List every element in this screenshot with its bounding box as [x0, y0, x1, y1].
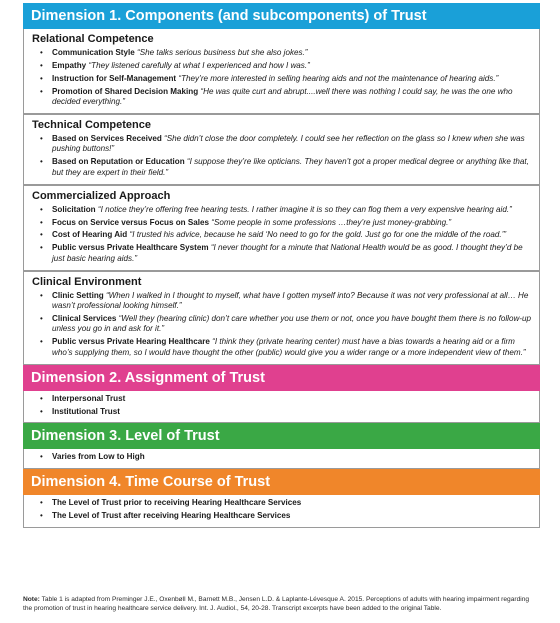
item-term: Solicitation [52, 204, 96, 214]
category-title: Commercialized Approach [32, 189, 171, 202]
item-quote: “Well they (hearing clinic) don’t care whether you use them or not, once you have bought them there is no follow-up unless you go in and ask for it.” [52, 314, 531, 334]
category-clinical-environment [23, 271, 540, 365]
item-quote: “She didn’t close the door completely. I could see her reflection on the glass so I knew when she was pushing buttons!” [52, 134, 525, 154]
dimension-2 [23, 365, 540, 424]
item-term: The Level of Trust prior to receiving Hearing Healthcare Services [52, 498, 302, 508]
table-note [23, 596, 540, 613]
list-item [32, 498, 531, 508]
list-item [32, 48, 531, 58]
item-quote: “I never thought for a minute that National Health would be as good. I thought they’d be just basic hearing aids.” [52, 243, 523, 263]
list-item [32, 134, 531, 155]
list-item [32, 243, 531, 264]
category-title: Relational Competence [32, 33, 154, 45]
dimension-2-items [23, 391, 540, 424]
category-title: Technical Competence [32, 119, 151, 132]
item-term: Focus on Service versus Focus on Sales [52, 217, 209, 227]
item-term: Instruction for Self-Management [52, 73, 177, 83]
category-title: Clinical Environment [32, 275, 142, 288]
item-quote: “I think they (private hearing center) must have a bias towards a hearing aid or a firm who’s supplying them, so I would have thought the other (public) would give you a wider range or a more independent view of them.” [52, 337, 526, 357]
dimension-3-header: Dimension 3. Level of Trust [23, 423, 540, 449]
dimension-4-items [23, 495, 540, 528]
dimension-4 [23, 469, 540, 528]
list-item [32, 230, 531, 240]
list-item [32, 291, 531, 312]
list-item [32, 74, 531, 84]
category-technical-competence [23, 114, 540, 185]
list-item [32, 314, 531, 335]
list-item [32, 407, 531, 417]
item-term: Public versus Private Healthcare System [52, 243, 209, 253]
item-list [32, 205, 531, 265]
item-quote: “He was quite curt and abrupt....well there was nothing I could say, he was the one who decided everything.” [52, 86, 513, 107]
item-term: Interpersonal Trust [52, 393, 126, 403]
item-quote: “I suppose they’re like opticians. They haven’t got a proper medical degree or anything like that, but they are expert in their field.” [52, 157, 529, 177]
list-item [32, 87, 531, 108]
trust-dimensions-table [23, 3, 540, 528]
dimension-2-header: Dimension 2. Assignment of Trust [23, 365, 540, 391]
item-quote: “She talks serious business but she also jokes.” [137, 48, 308, 57]
item-term: Varies from Low to High [52, 452, 145, 462]
item-quote: “I notice they’re offering free hearing tests. I rather imagine it is so they can flog them a very expensive hearing aid.” [97, 204, 512, 214]
dimension-3-items [23, 449, 540, 469]
note-label: Note: [23, 596, 40, 603]
item-term: Clinical Services [52, 314, 117, 323]
item-term: Public versus Private Hearing Healthcare [52, 337, 210, 347]
item-term: Empathy [52, 60, 87, 70]
item-quote: “Some people in some professions …they’re just money-grabbing.” [211, 217, 452, 227]
list-item [32, 218, 531, 228]
list-item [32, 205, 531, 215]
item-term: Clinic Setting [52, 290, 104, 300]
item-term: Institutional Trust [52, 406, 120, 416]
item-term: Communication Style [52, 48, 135, 57]
item-list [32, 134, 531, 178]
category-relational-competence [23, 29, 540, 114]
dimension-1-header: Dimension 1. Components (and subcomponents) of Trust [23, 3, 540, 29]
category-commercialized-approach [23, 185, 540, 271]
item-list [32, 498, 531, 521]
item-quote: “When I walked in I thought to myself, what have I gotten myself into? Because it was not very professional at all… He wasn’t professional looking himself.” [52, 290, 529, 311]
item-term: Based on Services Received [52, 134, 162, 144]
list-item [32, 511, 531, 521]
dimension-4-header: Dimension 4. Time Course of Trust [23, 469, 540, 495]
list-item [32, 452, 531, 462]
item-term: Based on Reputation or Education [52, 157, 185, 167]
item-list [32, 452, 531, 462]
item-term: Cost of Hearing Aid [52, 230, 128, 240]
note-text: Table 1 is adapted from Preminger J.E., Oxenbøll M., Barnett M.B., Jensen L.D. & Laplante-Lévesque A. 2015. Perceptions of adults with hearing impairment regarding the promotion of trust in hearing healthcare service delivery. Int. J. Audiol., 54, 20-28. Transcript excerpts have been added to the original Table. [23, 596, 530, 612]
item-term: Promotion of Shared Decision Making [52, 86, 199, 96]
dimension-3 [23, 423, 540, 469]
list-item [32, 61, 531, 71]
item-quote: “I trusted his advice, because he said ‘No need to go for the gold. Just go for one the middle of the road.’” [129, 230, 507, 240]
item-term: The Level of Trust after receiving Hearing Healthcare Services [52, 511, 291, 521]
list-item [32, 394, 531, 404]
item-list [32, 48, 531, 108]
dimension-1 [23, 3, 540, 365]
item-list [32, 394, 531, 417]
list-item [32, 337, 531, 358]
list-item [32, 157, 531, 178]
item-list [32, 291, 531, 358]
item-quote: “They’re more interested in selling hearing aids and not the maintenance of hearing aids.” [178, 73, 499, 83]
item-quote: “They listened carefully at what I experienced and how I was.” [88, 60, 310, 70]
